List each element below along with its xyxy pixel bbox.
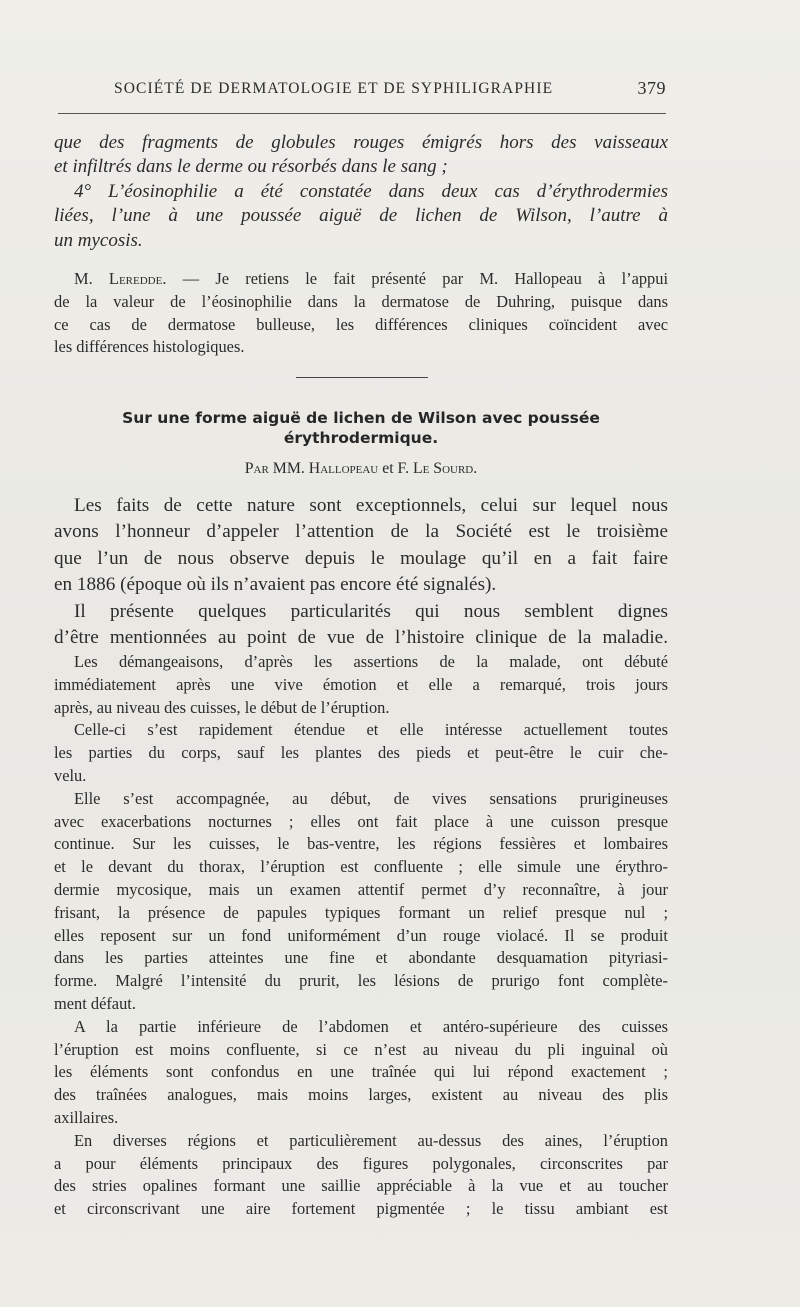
running-header [54,78,668,102]
page-number: 379 [637,78,666,98]
text-line: dans les parties atteintes une fine et abondante desquamation pityriasi- [54,948,668,968]
text-line: et le devant du thorax, l’éruption est confluente ; elle simule une érythro- [54,857,668,877]
text-line: liées, l’une à une poussée aiguë de lichen de Wilson, l’autre à [54,205,668,227]
header-rule [58,113,666,114]
discussion-paragraph [54,268,668,359]
discussion-text: — Je retiens le fait présenté par M. Hallopeau à l’appui [166,269,668,288]
text-line: continue. Sur les cuisses, le bas-ventre, les régions fessières et lombaires [54,834,668,854]
text-line: immédiatement après une vive émotion et elle a remarqué, trois jours [54,674,668,694]
text-line: avec exacerbations nocturnes ; elles ont fait place à une cuisson presque [54,811,668,831]
text-line: axillaires. [54,1107,119,1127]
text-line: 4° L’éosinophilie a été constatée dans deux cas d’érythrodermies [74,180,668,202]
text-line: des traînées analogues, mais moins larges, existent au niveau des plis [54,1085,668,1105]
text-line: ce cas de dermatose bulleuse, les différences cliniques coïncident avec [54,314,668,334]
text-line: les parties du corps, sauf les plantes des pieds et peut-être le cuir che- [54,743,668,763]
text-line: Elle s’est accompagnée, au début, de vives sensations prurigineuses [74,788,668,808]
text-line: ment défaut. [54,993,136,1013]
intro-paragraphs [54,493,668,651]
article-authors [54,460,668,478]
authors-prefix: Par MM. [244,460,305,477]
article-title-line: érythrodermique. [283,428,439,447]
text-line: en 1886 (époque où ils n’avaient pas encore été signalés). [54,574,497,596]
text-line: après, au niveau des cuisses, le début de l’éruption. [54,697,390,717]
continued-paragraph [54,131,668,253]
text-line: d’être mentionnées au point de vue de l’histoire clinique de la maladie. [54,627,668,649]
text-line: Les démangeaisons, d’après les assertions de la malade, ont débuté [74,652,668,671]
text-line: que l’un de nous observe depuis le moulage qu’il en a fait faire [54,547,668,569]
text-line: avons l’honneur d’appeler l’attention de la Société est le troisième [54,521,668,543]
text-line [54,268,668,291]
text-line: un mycosis. [54,229,143,251]
text-line: l’éruption est moins confluente, si ce n’est au niveau du pli inguinal où [54,1039,668,1059]
text-line: a pour éléments principaux des figures polygonales, circonscrites par [54,1153,668,1173]
article-title-line: Sur une forme aiguë de lichen de Wilson avec poussée [122,409,600,427]
text-line: Les faits de cette nature sont exceptionnels, celui sur lequel nous [74,495,668,516]
text-line: et infiltrés dans le derme ou résorbés dans le sang ; [54,156,448,178]
author-name: Hallopeau [308,460,379,477]
text-line: forme. Malgré l’intensité du prurit, les lésions de prurigo font complète- [54,971,668,991]
text-line: et circonscrivant une aire fortement pigmentée ; le tissu ambiant est [54,1199,668,1219]
running-title: SOCIÉTÉ DE DERMATOLOGIE ET DE SYPHILIGRAPHIE [114,80,554,97]
text-line: Il présente quelques particularités qui nous semblent dignes [74,600,668,622]
text-line: En diverses régions et particulièrement au-dessus des aines, l’éruption [74,1130,668,1150]
article-title [54,409,668,448]
text-line: A la partie inférieure de l’abdomen et antéro-supérieure des cuisses [74,1016,668,1036]
speaker-name: M. Leredde. [74,269,167,288]
text-line: elles reposent sur un fond uniformément d’un rouge violacé. Il se produit [54,925,668,945]
text-line: frisant, la présence de papules typiques formant un relief presque nul ; [54,902,668,922]
author-name: Le Sourd. [412,460,478,477]
case-description [54,651,668,1221]
text-line: Celle-ci s’est rapidement étendue et elle intéresse actuellement toutes [74,720,668,740]
text-line: les éléments sont confondus en une traînée qui lui répond exactement ; [54,1062,668,1082]
text-line: que des fragments de globules rouges émigrés hors des vaisseaux [54,132,668,153]
text-line: de la valeur de l’éosinophilie dans la dermatose de Duhring, puisque dans [54,291,668,311]
text-line: dermie mycosique, mais un examen attentif permet d’y reconnaître, à jour [54,879,668,899]
text-line: les différences histologiques. [54,337,245,357]
authors-joiner: et F. [382,460,410,477]
section-divider [296,377,428,378]
text-line: velu. [54,765,87,785]
text-line: des stries opalines formant une saillie appréciable à la vue et au toucher [54,1176,668,1196]
